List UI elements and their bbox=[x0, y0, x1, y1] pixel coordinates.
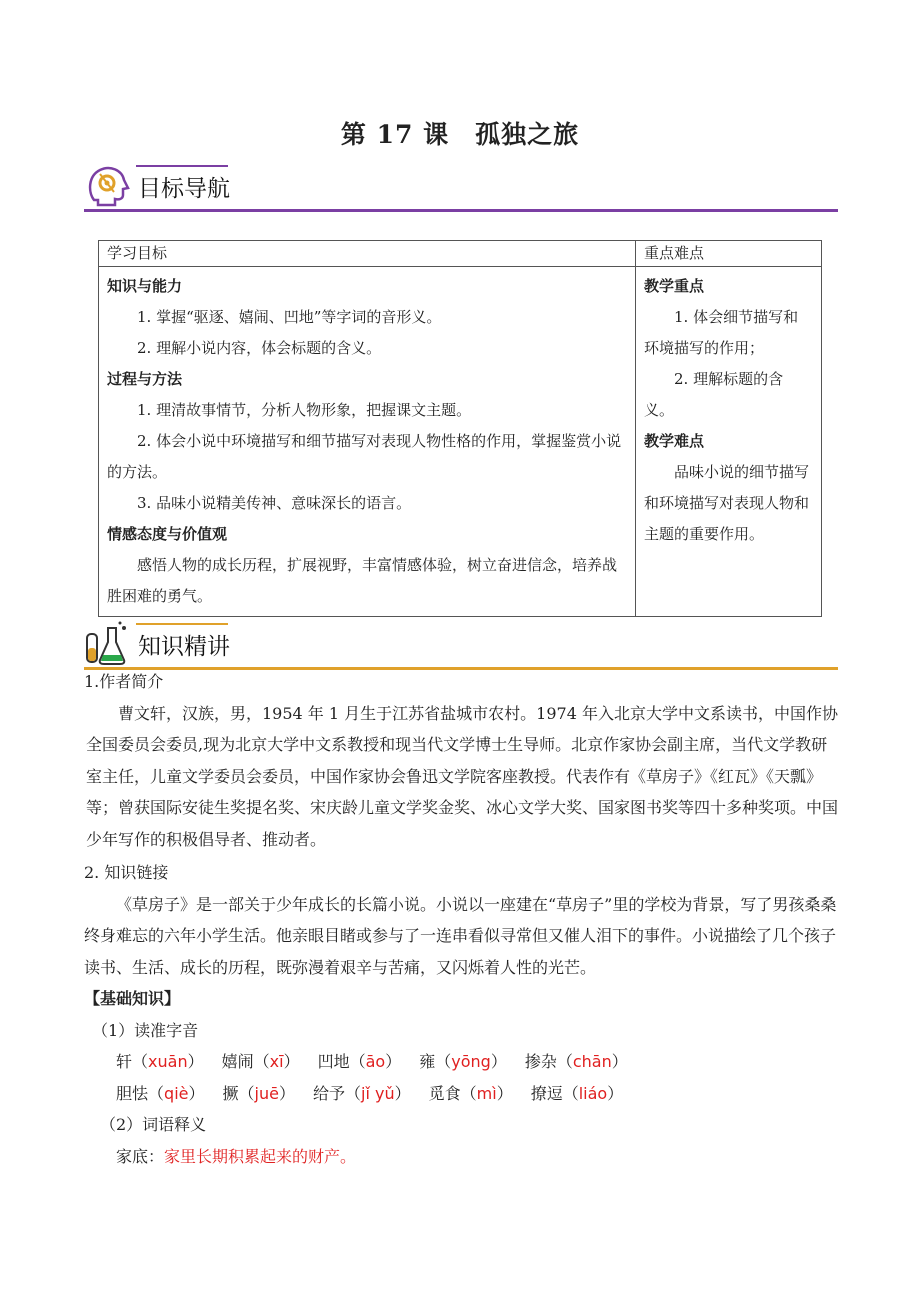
goal-item: 3. 品味小说精美传神、意味深长的语言。 bbox=[137, 494, 412, 512]
table-header-focus: 重点难点 bbox=[636, 241, 822, 267]
section-header-goals bbox=[84, 162, 838, 212]
table-header-goals: 学习目标 bbox=[99, 241, 636, 267]
section-header-knowledge bbox=[84, 620, 838, 670]
focus-item: 品味小说的细节描写和环境描写对表现人物和主题的重要作用。 bbox=[644, 463, 810, 543]
focus-cell bbox=[636, 267, 822, 617]
flask-icon bbox=[84, 620, 130, 666]
definition-heading: （2）词语释义 bbox=[100, 1115, 207, 1134]
author-section bbox=[84, 666, 840, 1172]
pronunciation-heading: （1）读准字音 bbox=[92, 1020, 199, 1040]
goal-heading: 过程与方法 bbox=[107, 370, 183, 388]
section-title-goals: 目标导航 bbox=[138, 176, 230, 202]
word-item: 雍（yōng） bbox=[419, 1052, 507, 1071]
word-item: 凹地（āo） bbox=[317, 1052, 402, 1071]
goal-item: 感悟人物的成长历程，扩展视野，丰富情感体验，树立奋进信念，培养战胜困难的勇气。 bbox=[107, 556, 618, 605]
goal-item: 2. 理解小说内容，体会标题的含义。 bbox=[137, 339, 382, 357]
definition-item: 家底：家里长期积累起来的财产。 bbox=[116, 1146, 357, 1166]
goals-table bbox=[98, 240, 822, 617]
word-item: 给予（jǐ yǔ） bbox=[312, 1083, 411, 1103]
word-item: 轩（xuān） bbox=[116, 1052, 204, 1071]
basic-heading: 【基础知识】 bbox=[84, 989, 181, 1008]
pronunciation-row-2 bbox=[84, 1078, 840, 1110]
word-item: 觅食（mì） bbox=[428, 1083, 513, 1103]
focus-item: 2. 理解标题的含义。 bbox=[644, 370, 784, 419]
goal-heading: 知识与能力 bbox=[107, 277, 183, 295]
goals-cell bbox=[99, 267, 636, 617]
pronunciation-row-1 bbox=[84, 1046, 840, 1078]
goal-item: 1. 掌握“驱逐、嬉闹、凹地”等字词的音形义。 bbox=[137, 308, 442, 326]
page-title: 第 17 课 孤独之旅 bbox=[340, 120, 580, 149]
focus-item: 1. 体会细节描写和环境描写的作用； bbox=[644, 308, 799, 357]
brain-gear-icon bbox=[84, 162, 130, 208]
section-title-knowledge: 知识精讲 bbox=[138, 634, 230, 660]
author-text: 曹文轩，汉族，男，1954 年 1 月生于江苏省盐城市农村。1974 年入北京大学中文系读书，中国作协全国委员会委员,现为北京大学中文系教授和现当代文学博士生导师。北京作家协会副主席，当代文学教研室主任，儿童文学委员会委员，中国作家协会鲁迅文学院客座教授。代表作有《草房子》《红瓦》《天瓢》等；曾获国际安徒生奖提名奖、宋庆龄儿童文学奖金奖、冰心文学大奖、国家图书奖等四十多种奖项。中国少年写作的积极倡导者、推动者。 bbox=[86, 703, 839, 849]
goal-item: 2. 体会小说中环境描写和细节描写对表现人物性格的作用，掌握鉴赏小说的方法。 bbox=[107, 432, 622, 481]
focus-heading: 教学重点 bbox=[644, 277, 705, 295]
author-heading: 1.作者简介 bbox=[84, 672, 164, 691]
goal-item: 1. 理清故事情节，分析人物形象，把握课文主题。 bbox=[137, 401, 472, 419]
goal-heading: 情感态度与价值观 bbox=[107, 525, 228, 543]
word-item: 掺杂（chān） bbox=[524, 1052, 628, 1071]
word-item: 撩逗（liáo） bbox=[530, 1083, 624, 1103]
link-heading: 2. 知识链接 bbox=[84, 863, 169, 882]
word-item: 撅（juē） bbox=[222, 1083, 295, 1103]
focus-heading: 教学难点 bbox=[644, 432, 705, 450]
word-item: 胆怯（qiè） bbox=[116, 1083, 205, 1103]
word-item: 嬉闹（xī） bbox=[221, 1052, 300, 1071]
link-text: 《草房子》是一部关于少年成长的长篇小说。小说以一座建在“草房子”里的学校为背景，写了男孩桑桑终身难忘的六年小学生活。他亲眼目睹或参与了一连串看似寻常但又催人泪下的事件。小说描绘了几个孩子读书、生活、成长的历程，既弥漫着艰辛与苦痛，又闪烁着人性的光芒。 bbox=[84, 894, 837, 977]
